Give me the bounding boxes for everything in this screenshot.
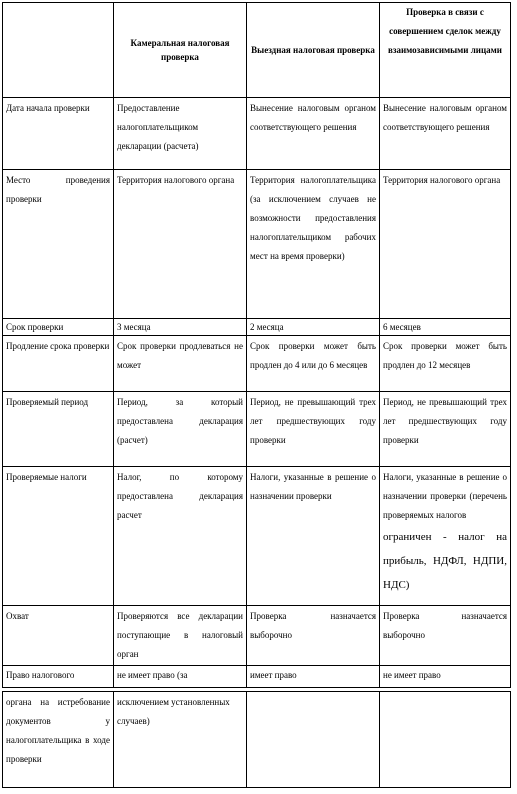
- table-cell: [247, 692, 380, 788]
- table-cell: [380, 692, 511, 788]
- table-cell: Налог, по которому предоставлена декларация расчет: [114, 467, 247, 606]
- taxes-list-text-large: ограничен - налог на прибыль, НДФЛ, НДПИ, НДС): [383, 531, 507, 591]
- table-row: [3, 170, 511, 319]
- row-label: органа на истребование документов у налогоплательщика в ходе проверки: [3, 692, 114, 788]
- row-label: Место проведения проверки: [3, 170, 114, 319]
- table-cell: Проверка назначается выборочно: [247, 606, 380, 666]
- table-cell: Проверяются все декларации поступающие в налоговый орган: [114, 606, 247, 666]
- header-cell-related-parties: Проверка в связи с совершением сделок между взаимозависимыми лицами: [380, 3, 511, 98]
- table-row: [3, 666, 511, 688]
- row-label: Продление срока проверки: [3, 336, 114, 392]
- table-cell: Предоставление налогоплательщиком декларации (расчета): [114, 98, 247, 170]
- table-cell: Период, за который предоставлена декларация (расчет): [114, 392, 247, 467]
- table-cell: Проверка назначается выборочно: [380, 606, 511, 666]
- table-cell: [380, 467, 511, 606]
- table-row: [3, 336, 511, 392]
- table-cell: Налоги, указанные в решение о назначении проверки: [247, 467, 380, 606]
- row-label: Срок проверки: [3, 319, 114, 336]
- table-cell: 6 месяцев: [380, 319, 511, 336]
- table-cell: исключением установленных случаев): [114, 692, 247, 788]
- table-row: [3, 98, 511, 170]
- table-cell: Вынесение налоговым органом соответствующего решения: [247, 98, 380, 170]
- table-cell: Срок проверки может быть продлен до 4 или до 6 месяцев: [247, 336, 380, 392]
- table-cell: Период, не превышающий трех лет предшествующих году проверки: [247, 392, 380, 467]
- row-label: Дата начала проверки: [3, 98, 114, 170]
- comparison-table: [2, 2, 511, 688]
- table-row: [3, 319, 511, 336]
- table-cell: Территория налогового органа: [114, 170, 247, 319]
- taxes-list-text: Налоги, указанные в решение о назначении проверки (перечень проверяемых налогов: [383, 472, 507, 520]
- table-row: [3, 467, 511, 606]
- comparison-table-continuation: [2, 691, 511, 788]
- table-cell: не имеет право (за: [114, 666, 247, 688]
- table-cell: Вынесение налоговым органом соответствующего решения: [380, 98, 511, 170]
- table-row: [3, 392, 511, 467]
- row-label: Право налогового: [3, 666, 114, 688]
- table-row: [3, 606, 511, 666]
- header-cell-cameral: Камеральная налоговая проверка: [114, 3, 247, 98]
- table-cell: Срок проверки может быть продлен до 12 месяцев: [380, 336, 511, 392]
- table-cell: Срок проверки продлеваться не может: [114, 336, 247, 392]
- table-cell: 2 месяца: [247, 319, 380, 336]
- header-cell-empty: [3, 3, 114, 98]
- table-cell: Территория налогового органа: [380, 170, 511, 319]
- table-cell: Территория налогоплательщика (за исключением случаев не возможности предоставления налогоплательщиком рабочих мест на время проверки): [247, 170, 380, 319]
- row-label: Проверяемые налоги: [3, 467, 114, 606]
- row-label: Проверяемый период: [3, 392, 114, 467]
- row-label: Охват: [3, 606, 114, 666]
- table-cell: имеет право: [247, 666, 380, 688]
- header-cell-field: Выездная налоговая проверка: [247, 3, 380, 98]
- table-cell: 3 месяца: [114, 319, 247, 336]
- table-cell: Период, не превышающий трех лет предшествующих году проверки: [380, 392, 511, 467]
- table-cell: не имеет право: [380, 666, 511, 688]
- table-row: [3, 692, 511, 788]
- table-header-row: [3, 3, 511, 98]
